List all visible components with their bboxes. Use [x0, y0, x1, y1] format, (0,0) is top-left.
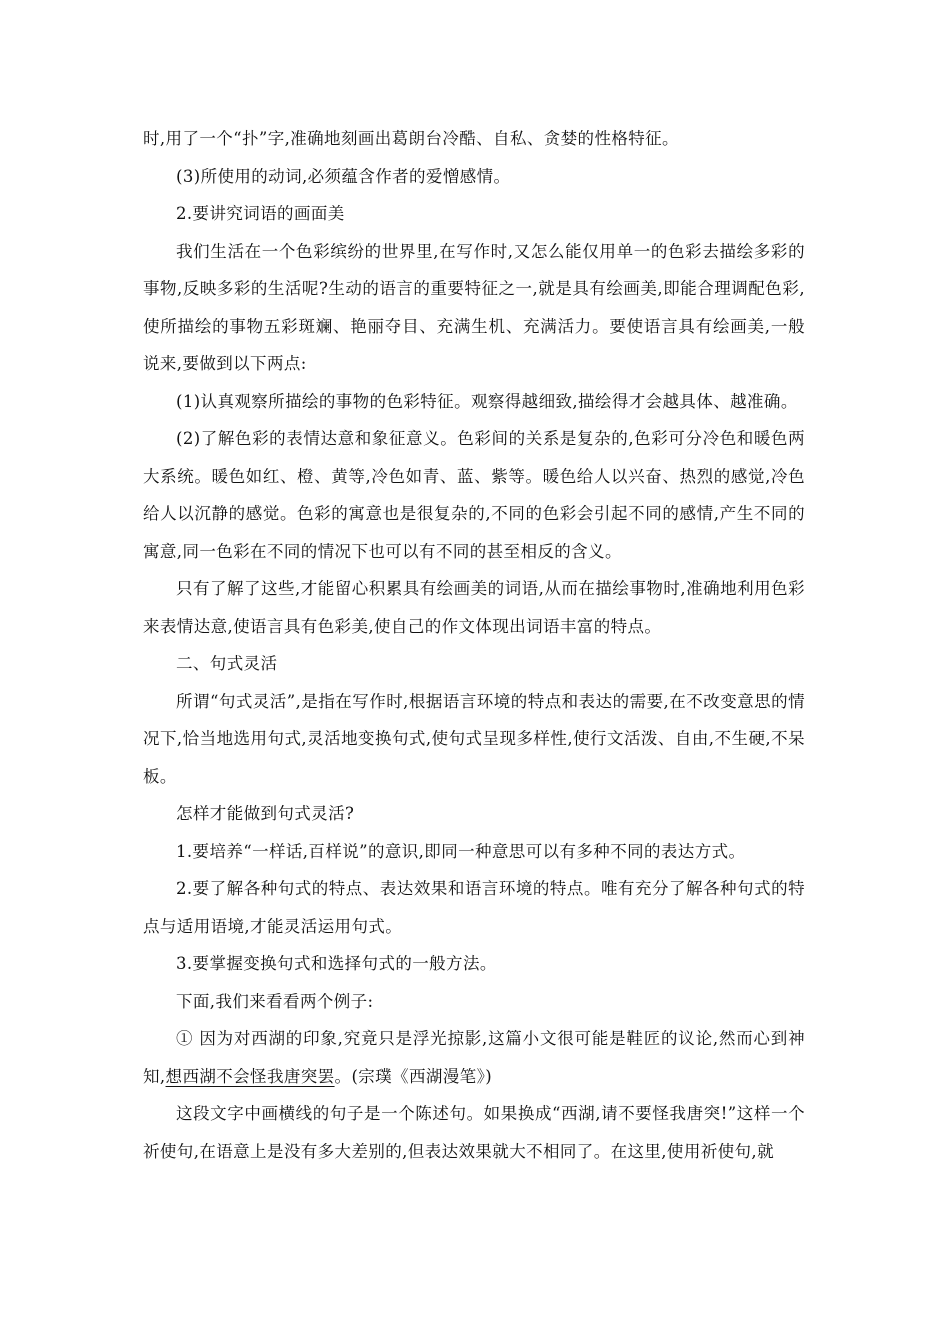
section-heading-2: 2.要讲究词语的画面美 — [176, 204, 345, 223]
paragraph-2: (3)所使用的动词,必须蕴含作者的爱憎感情。 — [176, 166, 511, 186]
underlined-sentence: 想西湖不会怪我唐突罢 — [165, 1066, 335, 1086]
document-body — [143, 120, 805, 1170]
example-citation: 。(宗璞《西湖漫笔》) — [334, 1066, 493, 1086]
paragraph-11: 1.要培养“一样话,百样说”的意识,即同一种意思可以有多种不同的表达方式。 — [176, 841, 746, 861]
paragraph-10: 怎样才能做到句式灵活? — [176, 804, 355, 823]
paragraph-12: 2.要了解各种句式的特点、表达效果和语言环境的特点。唯有充分了解各种句式的特点与适用语境,才能灵活运用句式。 — [143, 879, 805, 936]
example-paragraph — [143, 1020, 805, 1095]
paragraph-14: 下面,我们来看看两个例子: — [176, 991, 374, 1011]
paragraph-1: 时,用了一个“扑”字,准确地刻画出葛朗台冷酷、自私、贪婪的性格特征。 — [143, 129, 679, 148]
paragraph-5: (1)认真观察所描绘的事物的色彩特征。观察得越细致,描绘得才会越具体、越准确。 — [176, 391, 798, 411]
example-text-before: ① 因为对西湖的印象,究竟只是浮光掠影,这篇小文很可能是鞋匠的议论,然而心到神知, — [143, 1029, 805, 1086]
paragraph-16: 这段文字中画横线的句子是一个陈述句。如果换成“西湖,请不要怪我唐突!”这样一个祈使句,在语意上是没有多大差别的,但表达效果就大不相同了。在这里,使用祈使句,就 — [143, 1104, 805, 1161]
paragraph-4: 我们生活在一个色彩缤纷的世界里,在写作时,又怎么能仅用单一的色彩去描绘多彩的事物,反映多彩的生活呢?生动的语言的重要特征之一,就是具有绘画美,即能合理调配色彩,使所描绘的事物五彩斑斓、艳丽夺目、充满生机、充满活力。要使语言具有绘画美,一般说来,要做到以下两点: — [143, 241, 805, 373]
paragraph-13: 3.要掌握变换句式和选择句式的一般方法。 — [176, 954, 497, 973]
paragraph-6: (2)了解色彩的表情达意和象征意义。色彩间的关系是复杂的,色彩可分冷色和暖色两大系统。暖色如红、橙、黄等,冷色如青、蓝、紫等。暖色给人以兴奋、热烈的感觉,冷色给人以沉静的感觉。色彩的寓意也是很复杂的,不同的色彩会引起不同的感情,产生不同的寓意,同一色彩在不同的情况下也可以有不同的甚至相反的含义。 — [143, 429, 805, 561]
paragraph-7: 只有了解了这些,才能留心积累具有绘画美的词语,从而在描绘事物时,准确地利用色彩来表情达意,使语言具有色彩美,使自己的作文体现出词语丰富的特点。 — [143, 579, 805, 636]
paragraph-9: 所谓“句式灵活”,是指在写作时,根据语言环境的特点和表达的需要,在不改变意思的情况下,恰当地选用句式,灵活地变换句式,使句式呈现多样性,使行文活泼、自由,不生硬,不呆板。 — [143, 691, 805, 786]
section-heading-two: 二、句式灵活 — [176, 654, 278, 673]
